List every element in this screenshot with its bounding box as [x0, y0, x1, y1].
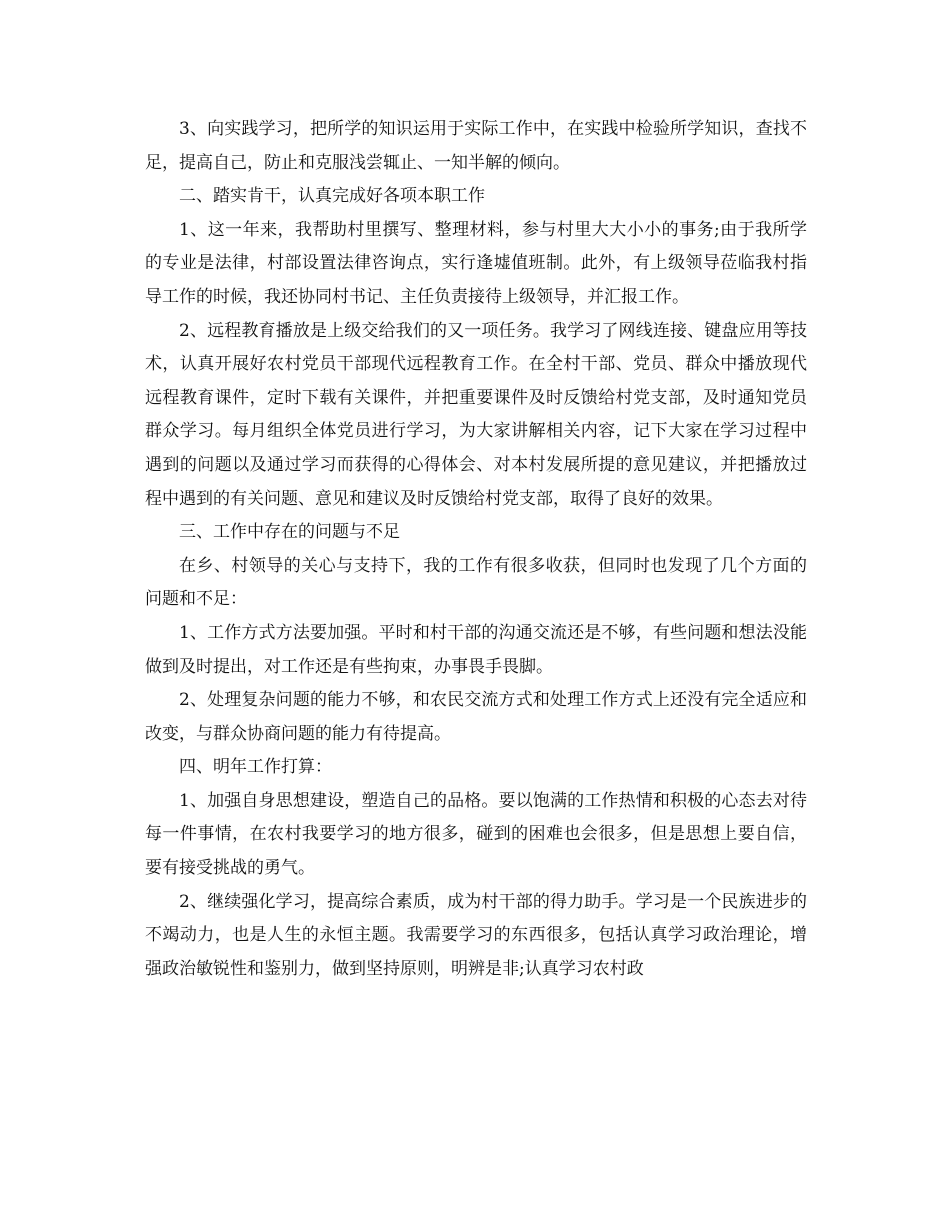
- paragraph-problems-intro: 在乡、村领导的关心与支持下，我的工作有很多收获，但同时也发现了几个方面的问题和不足：: [145, 555, 807, 610]
- paragraph-plan-two: 2、继续强化学习，提高综合素质，成为村干部的得力助手。学习是一个民族进步的不竭动力，也是人生的永恒主题。我需要学习的东西很多，包括认真学习政治理论，增强政治敏锐性和鉴别力，做到坚持原则，明辨是非;认真学习农村政: [145, 891, 807, 979]
- heading-section-four: 四、明年工作打算：: [179, 757, 332, 778]
- paragraph-village-work: 1、这一年来，我帮助村里撰写、整理材料，参与村里大大小小的事务;由于我所学的专业是法律，村部设置法律咨询点，实行逢墟值班制。此外，有上级领导莅临我村指导工作的时候，我还协同村书记、主任负责接待上级领导，并汇报工作。: [145, 219, 807, 307]
- document-body: [145, 113, 807, 986]
- paragraph-plan-one: 1、加强自身思想建设，塑造自己的品格。要以饱满的工作热情和积极的心态去对待每一件事情，在农村我要学习的地方很多，碰到的困难也会很多，但是思想上要自信，要有接受挑战的勇气。: [145, 790, 807, 879]
- paragraph-problem-one: 1、工作方式方法要加强。平时和村干部的沟通交流还是不够，有些问题和想法没能做到及时提出，对工作还是有些拘束，办事畏手畏脚。: [145, 622, 807, 677]
- paragraph-problem-two: 2、处理复杂问题的能力不够，和农民交流方式和处理工作方式上还没有完全适应和改变，与群众协商问题的能力有待提高。: [145, 690, 807, 744]
- heading-section-three: 三、工作中存在的问题与不足: [179, 522, 400, 543]
- heading-section-two: 二、踏实肯干，认真完成好各项本职工作: [179, 186, 485, 207]
- paragraph-remote-education: 2、远程教育播放是上级交给我们的又一项任务。我学习了网线连接、键盘应用等技术，认真开展好农村党员干部现代远程教育工作。在全村干部、党员、群众中播放现代远程教育课件，定时下载有关课件，并把重要课件及时反馈给村党支部，及时通知党员群众学习。每月组织全体党员进行学习，为大家讲解相关内容，记下大家在学习过程中遇到的问题以及通过学习而获得的心得体会、对本村发展所提的意见建议，并把播放过程中遇到的有关问题、意见和建议及时反馈给村党支部，取得了良好的效果。: [145, 320, 807, 509]
- paragraph-practice-learning: 3、向实践学习，把所学的知识运用于实际工作中，在实践中检验所学知识，查找不足，提高自己，防止和克服浅尝辄止、一知半解的倾向。: [145, 119, 807, 173]
